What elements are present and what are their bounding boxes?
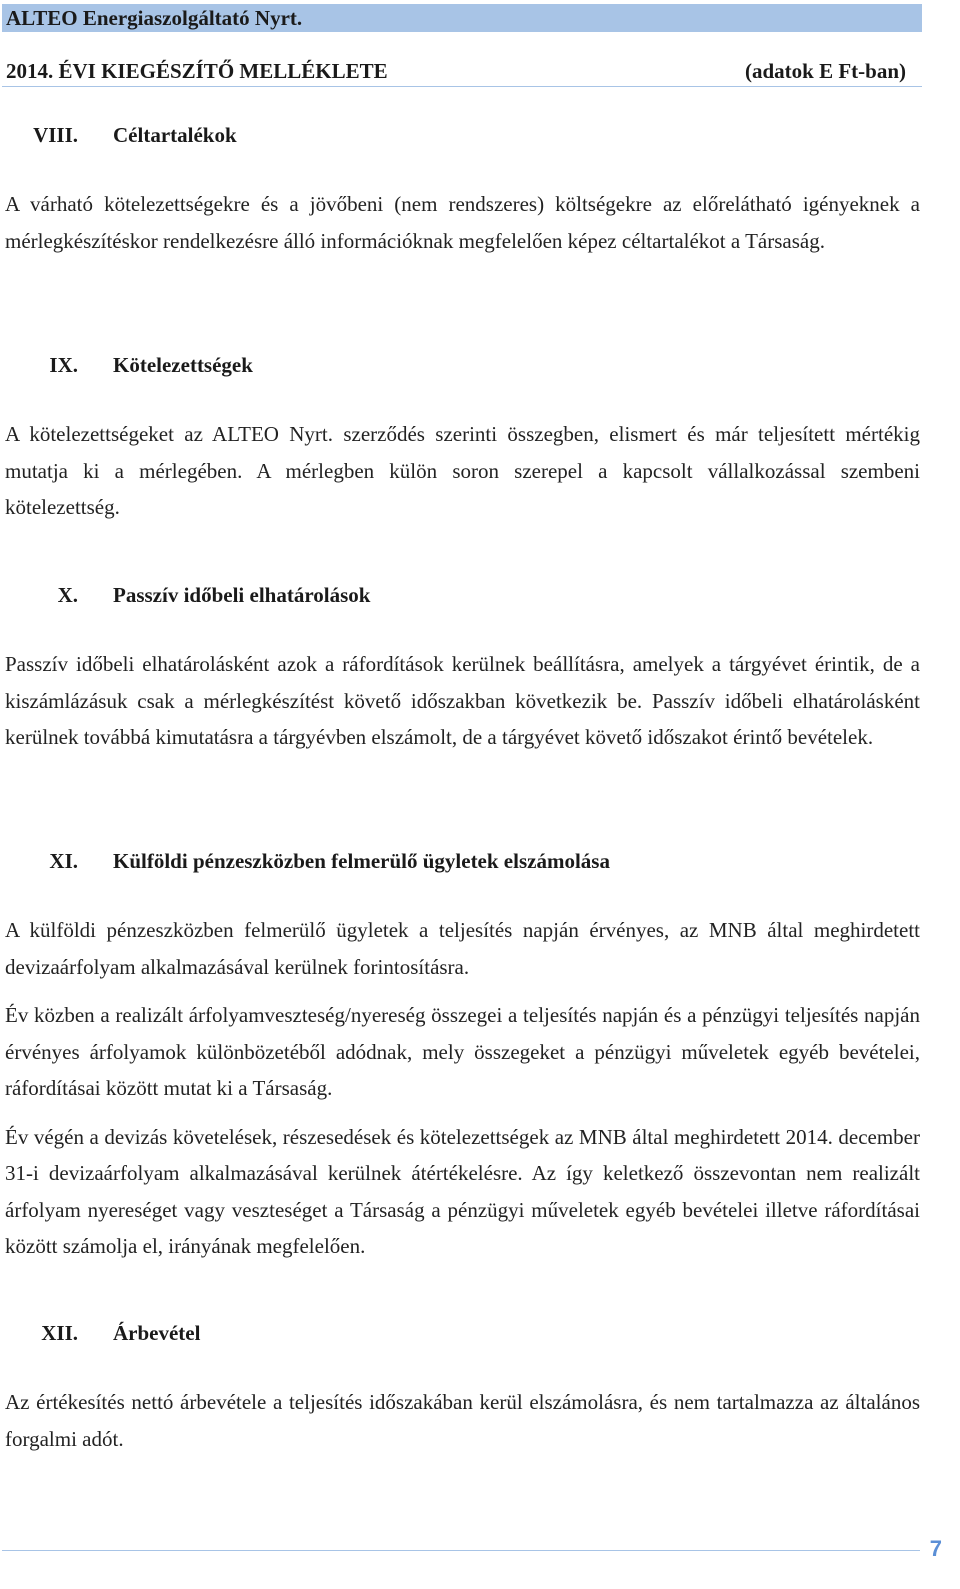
section-number: X. xyxy=(57,583,78,607)
section-heading xyxy=(5,120,920,150)
section-number: VIII. xyxy=(33,123,78,147)
section-body xyxy=(5,912,920,1265)
section-body xyxy=(5,186,920,259)
section-xi xyxy=(5,846,920,1265)
company-name: ALTEO Energiaszolgáltató Nyrt. xyxy=(6,6,303,30)
report-title: 2014. ÉVI KIEGÉSZÍTŐ MELLÉKLETE xyxy=(6,59,388,83)
paragraph: Az értékesítés nettó árbevétele a teljesítés időszakában kerül elszámolásra, és nem tartalmazza az általános forgalmi adót. xyxy=(5,1390,920,1451)
header-divider xyxy=(2,86,922,87)
section-heading xyxy=(5,580,920,610)
section-number: XI. xyxy=(49,849,78,873)
section-heading xyxy=(5,350,920,380)
section-title: Árbevétel xyxy=(113,1321,201,1345)
section-x xyxy=(5,580,920,756)
section-number: XII. xyxy=(41,1321,78,1345)
section-body xyxy=(5,416,920,526)
section-number: IX. xyxy=(49,353,78,377)
paragraph: A kötelezettségeket az ALTEO Nyrt. szerződés szerinti összegben, elismert és már teljesített mértékig mutatja ki a mérlegében. A mérlegben külön soron szerepel a kapcsolt vállalkozással szembeni kötelezettség. xyxy=(5,422,920,519)
paragraph: Passzív időbeli elhatárolásként azok a ráfordítások kerülnek beállításra, amelyek a tárgyévet érintik, de a kiszámlázásuk csak a mérlegkészítést követő időszakban következik be. Passzív időbeli elhatárolásként kerülnek továbbá kimutatásra a tárgyévben elszámolt, de a tárgyévet követő időszakot érintő bevételek. xyxy=(5,652,920,749)
section-xii xyxy=(5,1318,920,1457)
section-heading xyxy=(5,846,920,876)
section-title: Külföldi pénzeszközben felmerülő ügyletek elszámolása xyxy=(113,849,610,873)
section-body xyxy=(5,646,920,756)
company-name-bar xyxy=(2,4,922,32)
report-subheader xyxy=(6,57,906,85)
page-number: 7 xyxy=(929,1536,942,1561)
section-viii xyxy=(5,120,920,259)
paragraph: Év végén a devizás követelések, részesedések és kötelezettségek az MNB által meghirdetett 2014. december 31-i devizaárfolyam alkalmazásával kerülnek átértékelésre. Az így keletkező összevontan nem realizált árfolyam nyereséget vagy veszteséget a Társaság a pénzügyi műveletek egyéb bevételei illetve ráfordításai között számolja el, irányának megfelelően. xyxy=(5,1124,920,1258)
section-heading xyxy=(5,1318,920,1348)
paragraph: Év közben a realizált árfolyamveszteség/nyereség összegei a teljesítés napján és a pénzügyi teljesítés napján érvényes árfolyamok különbözetéből adódnak, mely összegeket a pénzügyi műveletek egyéb bevételei, ráfordításai között mutat ki a Társaság. xyxy=(5,1003,920,1100)
footer-divider xyxy=(2,1550,920,1551)
paragraph: A külföldi pénzeszközben felmerülő ügyletek a teljesítés napján érvényes, az MNB által meghirdetett devizaárfolyam alkalmazásával kerülnek forintosításra. xyxy=(5,918,920,979)
paragraph: A várható kötelezettségekre és a jövőbeni (nem rendszeres) költségekre az előrelátható igényeknek a mérlegkészítéskor rendelkezésre álló információknak megfelelően képez céltartalékot a Társaság. xyxy=(5,192,920,253)
section-title: Céltartalékok xyxy=(113,123,237,147)
section-title: Kötelezettségek xyxy=(113,353,253,377)
unit-note: (adatok E Ft-ban) xyxy=(744,59,906,83)
section-body xyxy=(5,1384,920,1457)
section-title: Passzív időbeli elhatárolások xyxy=(113,583,371,607)
section-ix xyxy=(5,350,920,526)
